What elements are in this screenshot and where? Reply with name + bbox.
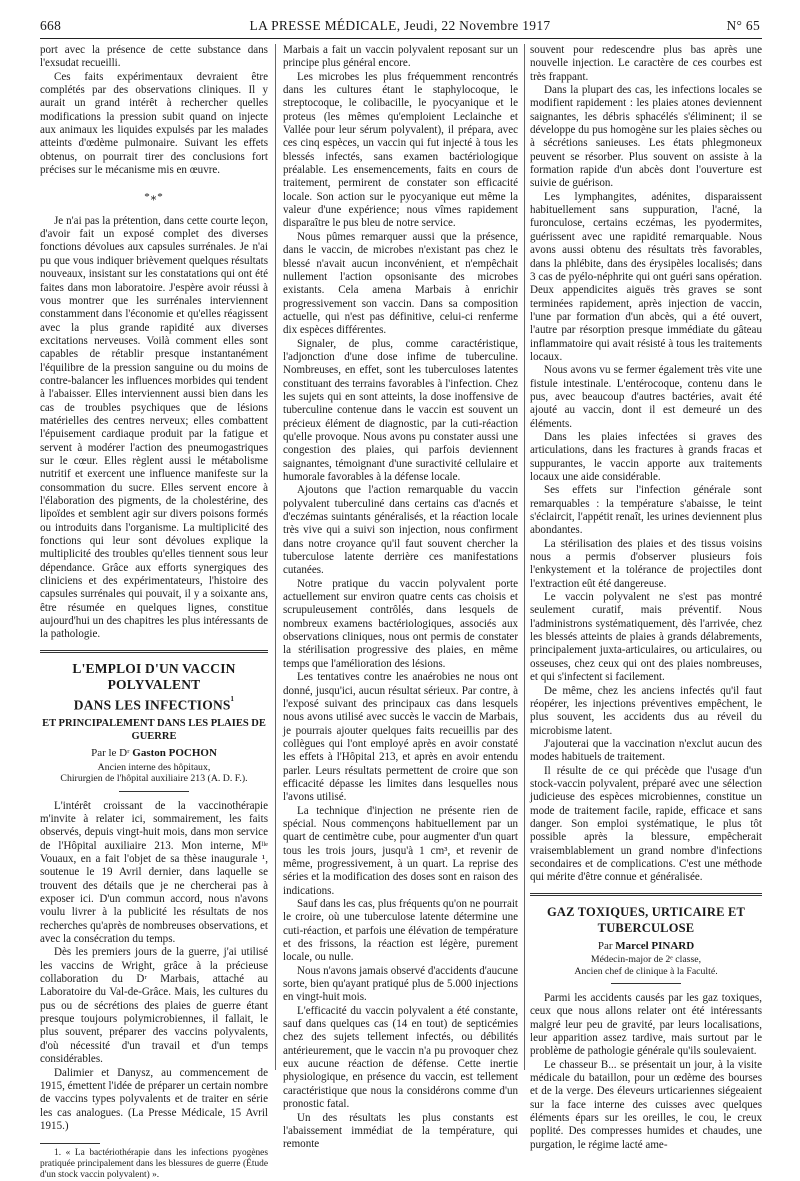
paragraph: Notre pratique du vaccin polyvalent porte actuellement sur environ quatre cents cas choisis et scrupuleusement contrôlés, dans lesquels de nombreux examens bactériologiques, associés aux observations cliniques, nous ont permis de constater la stérilisation progressive des plaies, en même temps que l'amélioration des lésions. [283, 577, 518, 670]
journal-title: LA PRESSE MÉDICALE, Jeudi, 22 Novembre 1917 [249, 18, 551, 33]
footnote: 1. « La bactériothérapie dans les infections pyogènes pratiquée principalement dans les blessures de guerre (Étude d'un stock vaccin polyvalent) ». [40, 1148, 268, 1181]
author-affiliation: Médecin-major de 2ᵉ classe, [590, 954, 702, 965]
column-divider [275, 44, 276, 1070]
column-2 [283, 44, 518, 1152]
column-3 [530, 44, 762, 1152]
paragraph: Dans la plupart des cas, les infections locales se modifient rapidement : les plaies atones deviennent saignantes, les débris sphacélés s'éliminent; il se développe du pus homogène sur les plaies sèches ou à sécrétions sanieuses. Les états phlegmoneux peuvent se résorber. Plus souvent on assiste à la formation rapide d'un abcès dont l'ouverture est suivie de guérison. [530, 84, 762, 190]
paragraph: La technique d'injection ne présente rien de spécial. Nous commençons habituellement par un quart de centimètre cube, pour augmenter d'un quart tous les trois jours, jusqu'à 1 cm³, et revenir de même, progressivement, à un quart. La reprise des séries et la modification des doses sont en raison des indications. [283, 804, 518, 897]
byline-prefix: Par [597, 939, 613, 952]
author-name: Gaston POCHON [132, 747, 217, 760]
byline-prefix: Par le Dʳ [91, 747, 130, 760]
author-affiliation: Ancien chef de clinique à la Faculté. [574, 965, 718, 977]
article-title: GAZ TOXIQUES, URTICAIRE ET TUBERCULOSE [546, 904, 746, 935]
footnote-mark: ¹ [230, 694, 235, 707]
author-name: Marcel PINARD [615, 939, 695, 952]
column-1 [40, 44, 268, 1181]
paragraph: J'ajouterai que la vaccination n'exclut aucun des modes habituels de traitement. [530, 737, 762, 764]
article-separator [530, 893, 762, 896]
byline-rule [119, 791, 189, 792]
article-byline [530, 940, 762, 953]
paragraph: Dalimier et Danysz, au commencement de 1915, émettent l'idée de préparer un certain nombre de vaccins types polyvalents et de traiter en série les cas analogues. (La Presse Médicale, 15 Avril 1915.) [40, 1066, 268, 1132]
paragraph: De même, chez les anciens infectés qu'il faut réopérer, les injections préventives empêchent, le plus souvent, les accidents dus au réveil du microbisme latent. [530, 684, 762, 737]
paragraph: Dès les premiers jours de la guerre, j'ai utilisé les vaccins de Wright, grâce à la précieuse collaboration du Dʳ Marbais, attaché au Laboratoire du Val-de-Grâce. Mais, les cultures du pus ou de sécrétions des plaies de guerre étant presque toujours polymicrobiennes, il fallait, le plus souvent, préparer des vaccins polyvalents, d'où nécessité d'un travail et d'un temps considérables. [40, 946, 268, 1066]
paragraph: Parmi les accidents causés par les gaz toxiques, ceux que nous allons relater ont été intéressants malgré leur peu de gravité, par leurs localisations, leur apparition assez tardive, mais surtout par le problème de pathologie générale qu'ils soulevaient. [530, 992, 762, 1058]
footnote-rule [40, 1143, 100, 1144]
section-separator: *⁎* [144, 191, 164, 204]
article-separator [40, 650, 268, 653]
paragraph: Marbais a fait un vaccin polyvalent reposant sur un principe plus général encore. [283, 44, 518, 70]
paragraph: La stérilisation des plaies et des tissus voisins nous a permis d'observer plusieurs fois l'enkystement et la tolérance de projectiles dont l'extraction eût été dangereuse. [530, 537, 762, 590]
paragraph: Les tentatives contre les anaérobies ne nous ont donné, jusqu'ici, aucun résultat sérieux. Par contre, à l'exposé suivant des principaux cas dans lesquels nous avons utilisé avec succès le vaccin de Marbais, je pourrais ajouter quelques faits recueillis par des collègues qui l'ont employé après en avoir constaté les effets à l'Hôpital 213, et après en avoir entendu parler. Leurs résultats permettent de croire que son efficacité dépasse les limites dans lesquelles nous l'avons utilisé. [283, 671, 518, 804]
page-number: 668 [40, 18, 62, 33]
author-affiliation: Chirurgien de l'hôpital auxiliaire 213 (A. D. F.). [60, 773, 248, 785]
article-title-line: DANS LES INFECTIONS [73, 697, 231, 713]
article-title [40, 661, 268, 714]
paragraph: Le chasseur B... se présentait un jour, à la visite médicale du bataillon, pour un œdème des bourses et de la verge. Des éleveurs urticariennes siégeaient sur la face interne des cuisses avec quelques éléments épars sur les oreilles, le cou, le creux poplité. Des compresses humides et chaudes, une purgation, le régime lacté ame- [530, 1058, 762, 1151]
paragraph: Sauf dans les cas, plus fréquents qu'on ne pourrait le croire, où une tuberculose latente détermine une cuti-réaction, et parfois une élévation de température et des frissons, la réaction est légère, purement locale, ou nulle. [283, 898, 518, 964]
paragraph: L'intérêt croissant de la vaccinothérapie m'invite à relater ici, sommairement, les faits observés, depuis vingt-huit mois, dans mon service de l'Hôpital auxiliaire 213. Mon interne, Mˡˡᵉ Vouaux, en a fait l'objet de sa thèse inaugurale ¹, soutenue le 19 Avril dernier, dans laquelle se trouvent des détails que je ne chercherai pas à exposer ici. D'un commun accord, nous n'avons voulu livrer à la publicité les résultats de nos recherches qu'après de nombreuses observations, et avec la consécration du temps. [40, 799, 268, 946]
paragraph: Les lymphangites, adénites, disparaissent habituellement sans suppuration, l'acné, la furonculose, certains eczémas, les pyodermites, guérissent avec une rapidité remarquable. Nous avons aussi obtenu des résultats très favorables, dans la phlébite, dans des érysipèles localisés; dans 3 cas de pyélo-néphrite qui ont guéri sans opération. Deux appendicites aiguës très graves se sont terminées rapidement, après injection de vaccin, l'une par formation d'un abcès, qui a été ouvert, l'autre par résorption presque immédiate du gâteau inflammatoire qui avait résisté à tous les traitements locaux. [530, 190, 762, 363]
paragraph: port avec la présence de cette substance dans l'exsudat recueilli. [40, 44, 268, 70]
byline-rule [611, 983, 681, 984]
article-subtitle: ET PRINCIPALEMENT DANS LES PLAIES DE GUERRE [42, 718, 266, 743]
paragraph: souvent pour redescendre plus bas après une nouvelle injection. Le caractère de ces courbes est très frappant. [530, 44, 762, 83]
paragraph: Ajoutons que l'action remarquable du vaccin polyvalent tuberculiné dans certains cas d'acnés et d'eczémas suintants généralisés, et la réaction locale très vive qui a suivi son injection, nous confirment dans notre croyance qu'il faut souvent chercher la tuberculose latente derrière ces manifestations cutanées. [283, 484, 518, 577]
page-header [40, 16, 760, 36]
author-affiliation: Ancien interne des hôpitaux, [97, 761, 211, 773]
issue-number: N° 65 [726, 18, 760, 33]
paragraph: Ces faits expérimentaux devraient être complétés par des observations cliniques. Il y aurait un grand intérêt à rechercher quelles modifications la pression subit quand on injecte aux animaux les liquides expulsés par les malades atteints d'œdème pulmonaire. Suivant les effets obtenus, on pourrait tirer des conclusions fort précises sur le mécanisme mis en œuvre. [40, 70, 268, 177]
paragraph: Nous pûmes remarquer aussi que la présence, dans le vaccin, de microbes n'existant pas chez le blessé n'avait aucun inconvénient, et n'empêchait nullement l'action opsonisante des microbes existants. Cela amena Marbais à enrichir progressivement son vaccin. Dans sa composition actuelle, qui n'est pas définitive, celui-ci renferme dix espèces différentes. [283, 230, 518, 337]
paragraph: Un des résultats les plus constants est l'abaissement immédiat de la température, qui remonte [283, 1111, 518, 1151]
paragraph: Nous avons vu se fermer également très vite une fistule intestinale. L'entérocoque, contenu dans le pus, avec beaucoup d'autres bactéries, avait été ajouté au vaccin, dont il est demeuré un des éléments. [530, 364, 762, 430]
paragraph: Le vaccin polyvalent ne s'est pas montré seulement curatif, mais préventif. Nous l'administrons systématiquement, dès l'arrivée, chez les blessés atteints de plaies à grands délabrements, principalement juxta-articulaires, ou articulaires, ou osseuses, chez ceux qui ont des plaies nombreuses, et qui s'infectent si facilement. [530, 591, 762, 684]
paragraph: Ses effets sur l'infection générale sont remarquables : la température s'abaisse, le teint s'éclaircit, l'appétit renaît, les urines deviennent plus abondantes. [530, 484, 762, 537]
paragraph: Nous n'avons jamais observé d'accidents d'aucune sorte, bien qu'ayant pratiqué plus de 5.000 injections en vingt-huit mois. [283, 964, 519, 1004]
paragraph: Je n'ai pas la prétention, dans cette courte leçon, d'avoir fait un exposé complet des diverses fonctions dévolues aux capsules surrénales. Je n'ai pu que vous indiquer brièvement quelques résultats nouveaux, insistant sur les constatations qui ont été faites dans mon laboratoire. J'espère avoir réussi à vous montrer que les surrénales interviennent constamment dans l'économie et qu'elles réagissent avec la plus grande rapidité aux diverses excitations nerveuses. Voilà comment elles sont capables de rétablir presque instantanément l'équilibre de la pression sanguine ou du moins de contre-balancer les influences morbides qui tendent à l'abaisser. Elles interviennent aussi bien dans les cas de troubles psychiques que de lésions matérielles des centres nerveux; elles combattent l'épuisement cardiaque produit par la fatigue et servent à modérer l'action des pneumogastriques sur le cœur. Elles règlent aussi le métabolisme nutritif et exercent une influence manifeste sur la consommation du sucre. Elles servent encore à l'élaboration des pigments, de la cholestérine, des lipoïdes et semblent agir sur divers poisons formés ou introduits dans l'organisme. La multiplicité des fonctions qui leur sont dévolues explique la multiplicité des troubles qu'elles tiennent sous leur dépendance. Grâce aux efforts synergiques des cliniciens et des expérimentateurs, l'histoire des capsules surrénales qui pouvait, il y a soixante ans, être résumée en quelques lignes, constitue aujourd'hui un des chapitres les plus intéressants de la pathologie. [40, 214, 268, 641]
paragraph: Il résulte de ce qui précède que l'usage d'un stock-vaccin polyvalent, préparé avec une sélection judicieuse des espèces microbiennes, constitue un mode de traitement facile, rapide, efficace et sans danger. Son emploi systématique, le plus tôt possible après la blessure, empêcherait vraisemblablement un grand nombre d'infections secondaires et de complications. C'est une méthode qui mérite d'être connue et généralisée. [530, 764, 762, 884]
paragraph: Les microbes les plus fréquemment rencontrés dans les cultures étant le staphylocoque, le streptocoque, le colibacille, le pyocyanique et le proteus (les mêmes qu'emploient Leclainche et Vallée pour leur sérum polyvalent), il prépara, avec ces cinq espèces, un vaccin qui fut injecté à tous les blessés infectés, sans examen bactériologique préalable. Les ensemencements, faits en cours de traitement, permirent de constater son efficacité locale. Son action sur le pyocyanique eut même la valeur d'une expérience; nous vîmes rapidement disparaître le pus bleu de notre service. [283, 70, 518, 230]
paragraph: Signaler, de plus, comme caractéristique, l'adjonction d'une dose infime de tuberculine. Nombreuses, en effet, sont les tuberculoses latentes constituant des terrains favorables à l'infection. Chez les sujets qui en sont atteints, la dose inoffensive de tuberculine contenue dans le vaccin est souvent un précieux élément de diagnostic, par la cuti-réaction qu'elle provoque. Nous avons pu constater aussi une congestion des plaies, qui parfois deviennent saignantes, témoignant d'une suractivité cellulaire et humorale favorables à la défense locale. [283, 337, 518, 483]
header-rule [40, 38, 762, 39]
article-title-line: L'EMPLOI D'UN VACCIN POLYVALENT [72, 660, 236, 692]
paragraph: L'efficacité du vaccin polyvalent a été constante, sauf dans quelques cas (14 en tout) de septicémies chez des sujets tellement infectés, ou débilités antérieurement, que le vaccin n'a pu provoquer chez eux aucune réaction de défense. Cette inertie physiologique, en présence du vaccin, est tellement caractéristique que nous la considérons comme d'un pronostic fatal. [283, 1004, 518, 1111]
article-byline [40, 747, 268, 760]
column-divider [524, 44, 525, 1070]
paragraph: Dans les plaies infectées si graves des articulations, dans les fractures à grands fracas et suppurantes, le vaccin apporte aux traitements locaux une aide considérable. [530, 430, 762, 483]
